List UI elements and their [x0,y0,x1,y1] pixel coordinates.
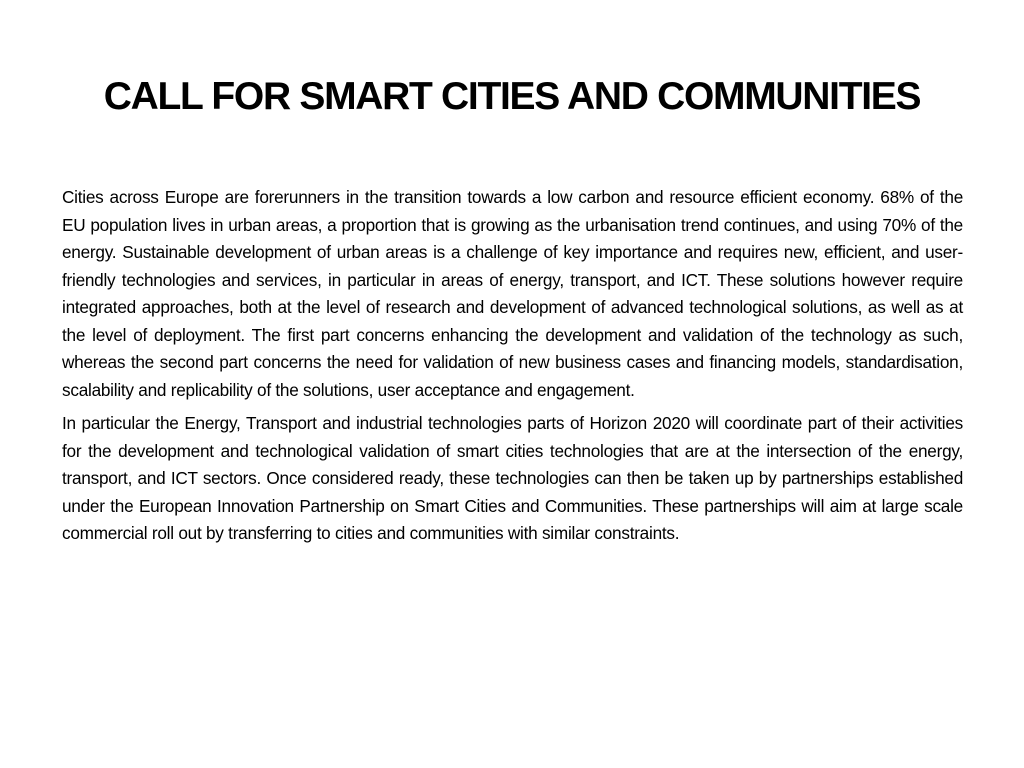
slide-title: CALL FOR SMART CITIES AND COMMUNITIES [103,75,921,118]
body-paragraph: In particular the Energy, Transport and industrial technologies parts of Horizon 2020 will coordinate part of their activities for the development and technological validation of smart cities technologies that are at the intersection of the energy, transport, and ICT sectors. Once considered ready, these technologies can then be taken up by partnerships established under the European Innovation Partnership on Smart Cities and Communities. These partnerships will aim at large scale commercial roll out by transferring to cities and communities with similar constraints. [62,413,963,543]
slide-body [62,184,963,554]
body-paragraph: Cities across Europe are forerunners in the transition towards a low carbon and resource efficient economy. 68% of the EU population lives in urban areas, a proportion that is growing as the urbanisation trend continues, and using 70% of the energy. Sustainable development of urban areas is a challenge of key importance and requires new, efficient, and user-friendly technologies and services, in particular in areas of energy, transport, and ICT. These solutions however require integrated approaches, both at the level of research and development of advanced technological solutions, as well as at the level of deployment. The first part concerns enhancing the development and validation of the technology as such, whereas the second part concerns the need for validation of new business cases and financing models, standardisation, scalability and replicability of the solutions, user acceptance and engagement. [62,187,963,400]
